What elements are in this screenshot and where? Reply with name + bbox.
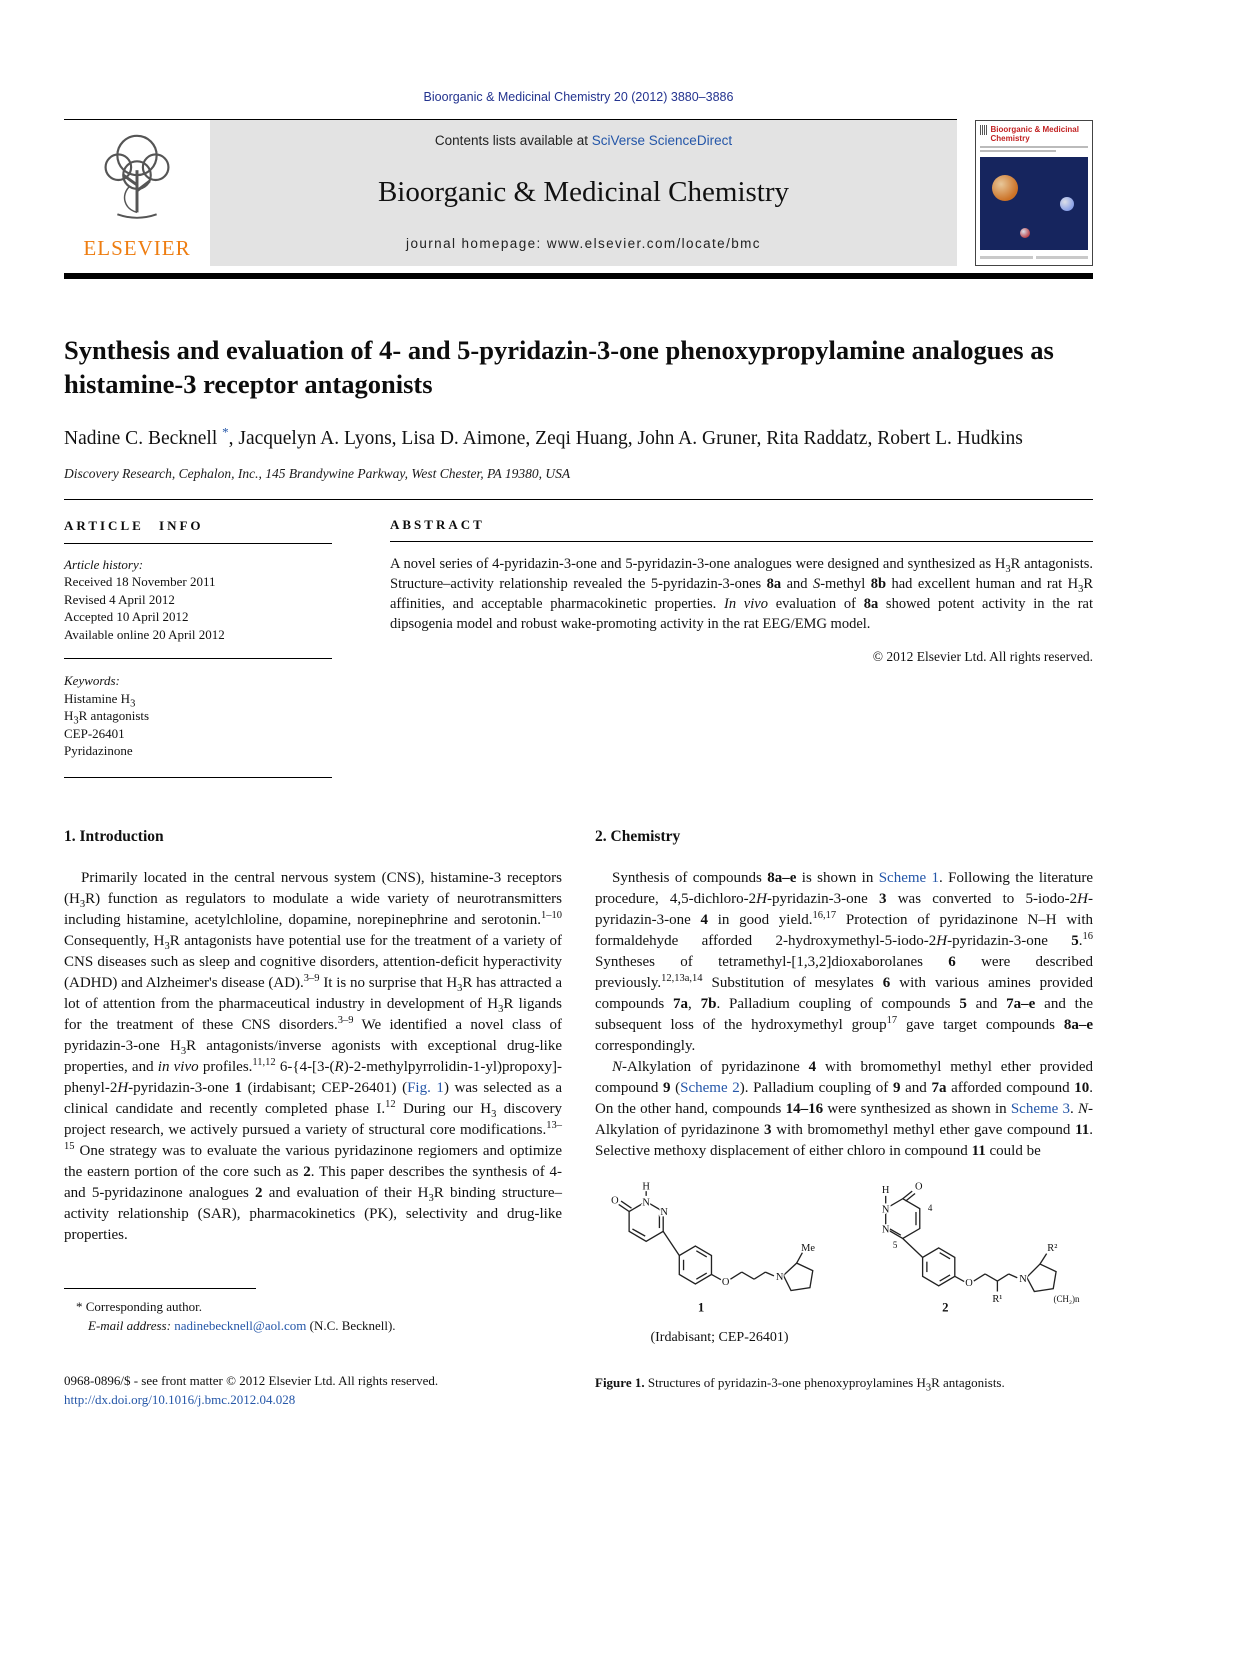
email-suffix: (N.C. Becknell). [309,1317,396,1333]
article-info-heading: ARTICLE INFO [64,518,204,533]
svg-text:R¹: R¹ [991,1293,1002,1305]
footnote-rule [64,1288,256,1289]
compound-1-structure [595,1176,844,1348]
header-divider-bar [64,273,1093,279]
email-link[interactable]: nadinebecknell@aol.com [174,1317,307,1333]
keyword-item: $H_3R$ antagonists [64,708,150,727]
chemistry-heading: 2. Chemistry [595,827,681,845]
svg-text:N: N [775,1271,783,1283]
article-history-label: Article history: [64,556,144,572]
svg-text:N: N [881,1203,889,1215]
footnote-block [64,1288,562,1335]
history-item: Received 18 November 2011 [64,574,216,589]
chemistry-paragraph-1: Synthesis of compounds 8a–e is shown in Scheme 1. Following the literature procedure, 4,5-dichloro-2H-pyridazin-3-one 3 was converted to 5-iodo-2H-pyridazin-3-one 4 in good yield.$^{16,17}$ Protection of pyridazinone N–H with formaldehyde afforded 2-hydroxymethyl-5-iodo-2H-pyridazin-3-one 5.16 Syntheses of tetramethyl-[1,3,2]dioxaborolanes 6 were described previously.$^{12,13a,14}$ Substitution of mesylates 6 with various amines provided compounds 7a, 7b. Palladium coupling of compounds 5 and 7a–e and the subsequent loss of the hydroxymethyl group$^{17}$ gave target compounds 8a–e correspondingly. [595,869,1094,1054]
doi-link[interactable]: http://dx.doi.org/10.1016/j.bmc.2012.04.028 [64,1391,296,1407]
info-abstract-section [64,500,1093,778]
affiliation: Discovery Research, Cephalon, Inc., 145 Brandywine Parkway, West Chester, PA 19380, USA [64,466,571,481]
svg-text:Me: Me [800,1242,815,1254]
compound-2-structure [844,1176,1093,1348]
svg-text:O: O [964,1277,973,1289]
svg-text:1: 1 [697,1299,704,1314]
barcode-icon [980,125,988,135]
cover-footer-lines [980,253,1088,262]
svg-text:N: N [881,1223,889,1235]
svg-text:N: N [641,1196,650,1208]
svg-text:N: N [1018,1273,1027,1285]
chemistry-paragraph-2: N-Alkylation of pyridazinone 4 with bromomethyl methyl ether provided compound 9 (Scheme 2). Palladium coupling of 9 and 7a afforded compound 10. On the other hand, compounds 14–16 were synthesized as shown in Scheme 3. N-Alkylation of pyridazinone 3 with bromomethyl methyl ether gave compound 11. Selective methoxy displacement of either chloro in compound 11 could be [595,1058,1094,1159]
contents-prefix: Contents lists available at [434,133,592,148]
svg-text:R²: R² [1046,1242,1057,1254]
introduction-text: Primarily located in the central nervous system (CNS), histamine-3 receptors $(H_3R)$ function as regulators to modulate a wide variety of neurotransmitters including histamine, acetylchloline, dopamine, norepinephrine and serotonin.$^{1-10}$ Consequently, $H_3R$ antagonists have potential use for the treatment of a variety of CNS diseases such as sleep and cognitive disorders, attention-deficit hyperactivity (ADHD) and Alzheimer's disease (AD).$^{3-9}$ It is no surprise that $H_3R$ has attracted a lot of attention from the pharmaceutical industry in development of $H_3R$ ligands for the treatment of these CNS disorders.$^{3-9}$ We identified a novel class of pyridazin-3-one $H_3R$ antagonists/inverse agonists with exceptional drug-like properties, and in vivo profiles.$^{11,12}$ 6-{4-[3-(R)-2-methylpyrrolidin-1-yl)propoxy]-phenyl-2H-pyridazin-3-one 1 (irdabisant; CEP-26401) (Fig. 1) was selected as a clinical candidate and recently completed phase I.$^{12}$ During our $H_3$ discovery project research, we actively pursued a variety of structural core modifications.$^{13-15}$ One strategy was to evaluate the various pyridazinone regiomers and optimize the eastern portion of the core such as 2. This paper describes the synthesis of 4- and 5-pyridazinone analogues 2 and evaluation of their $H_3R$ binding structure–activity relationship (SAR), pharmacokinetics (PK), selectivity and drug-like properties. [64,869,563,1243]
cover-subtitle-lines [980,146,1088,154]
journal-cover [975,120,1093,266]
journal-cover-thumbnail[interactable] [975,120,1093,266]
email-line [64,1316,562,1335]
svg-text:(CH₂)n: (CH₂)n [1052,1293,1080,1304]
author-list: Nadine C. Becknell *, Jacquelyn A. Lyons, Lisa D. Aimone, Zeqi Huang, John A. Gruner, Rita Raddatz, Robert L. Hudkins [64,424,1023,449]
svg-text:5: 5 [892,1239,897,1250]
abstract-heading: ABSTRACT [390,517,485,532]
svg-text:2: 2 [941,1299,949,1314]
keywords-label: Keywords: [64,673,120,688]
imprint-block [64,1371,562,1409]
journal-title: Bioorganic & Medicinal Chemistry [377,175,790,208]
corresponding-author-note: * Corresponding author. [76,1298,203,1314]
elsevier-tree-icon [85,126,189,234]
history-item: Revised 4 April 2012 [64,591,175,607]
article-body [64,826,1093,1409]
keyword-item: Pyridazinone [64,743,133,758]
contents-line [220,133,947,148]
article-info-box [64,517,332,778]
sciverse-sciencedirect-link[interactable]: SciVerse ScienceDirect [591,133,733,148]
journal-citation: Bioorganic & Medicinal Chemistry 20 (2012) 3880–3886 [423,90,734,104]
keyword-item: Histamine $H_3$ [64,690,136,710]
cover-title: Bioorganic & Medicinal Chemistry [990,125,1079,143]
introduction-heading: 1. Introduction [64,827,164,845]
elsevier-logo[interactable] [64,120,210,266]
figure-1 [595,1176,1093,1394]
svg-text:H: H [641,1180,650,1192]
svg-text:H: H [881,1184,889,1196]
abstract-box [390,517,1093,778]
history-item: Accepted 10 April 2012 [64,609,189,624]
history-item: Available online 20 April 2012 [64,626,225,642]
cover-art-image [980,157,1088,250]
issn-copyright-line: 0968-0896/$ - see front matter © 2012 Elsevier Ltd. All rights reserved. [64,1372,439,1388]
journal-banner [210,120,957,266]
elsevier-wordmark: ELSEVIER [83,236,191,260]
article-title: Synthesis and evaluation of 4- and 5-pyridazin-3-one phenoxypropylamine analogues as histamine-3 receptor antagonists [64,335,1054,399]
left-column [64,826,562,1409]
keyword-item: CEP-26401 [64,725,125,741]
right-column [595,826,1093,1409]
copyright-line: © 2012 Elsevier Ltd. All rights reserved. [872,649,1093,664]
journal-homepage-link[interactable]: journal homepage: www.elsevier.com/locate/bmc [406,236,761,251]
abstract-text: A novel series of 4-pyridazin-3-one and 5-pyridazin-3-one analogues were designed and synthesized as $H_3R$ antagonists. Structure–activity relationship revealed the 5-pyridazin-3-ones 8a and S-methyl 8b had excellent human and rat $H_3R$ affinities, and acceptable pharmacokinetic properties. In vivo evaluation of 8a showed potent activity in the rat dipsogenia model and robust wake-promoting activity in the rat EEG/EMG model. [390,556,1093,632]
irdabisant-note: (Irdabisant; CEP-26401) [650,1329,789,1345]
journal-header [64,120,1093,266]
email-label: E-mail address: [88,1317,171,1333]
svg-text:O: O [721,1276,729,1288]
svg-text:O: O [914,1180,923,1192]
svg-text:O: O [610,1194,619,1206]
svg-text:N: N [659,1206,668,1218]
figure-1-caption: Figure 1. Structures of pyridazin-3-one phenoxyproylamines $H_3R$ antagonists. [595,1374,1005,1394]
svg-text:4: 4 [927,1202,932,1213]
